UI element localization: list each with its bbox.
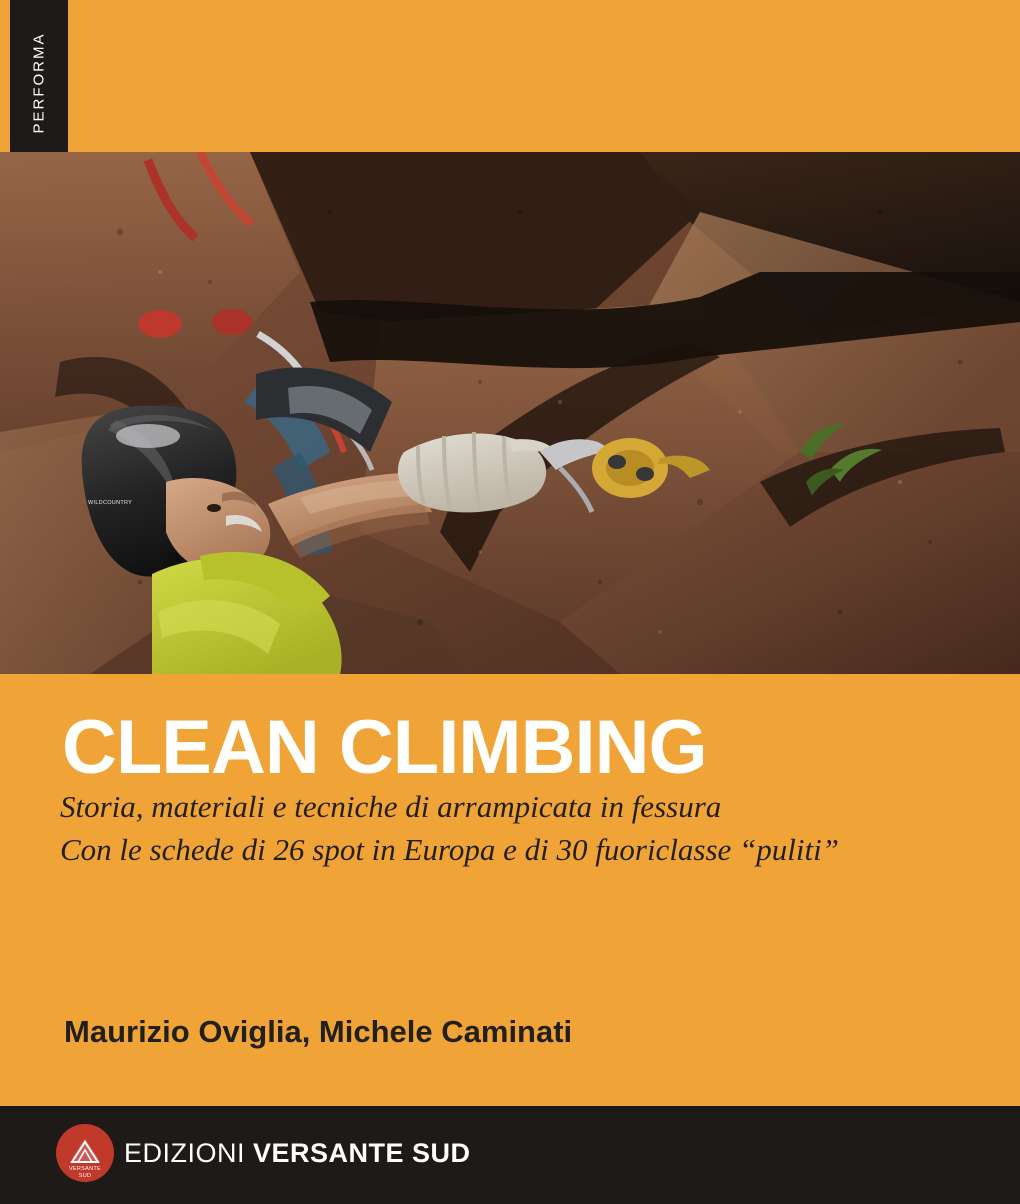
helmet-brand-text: WILDCOUNTRY	[88, 500, 133, 506]
publisher-prefix: EDIZIONI	[124, 1138, 254, 1168]
authors: Maurizio Oviglia, Michele Caminati	[64, 1014, 573, 1049]
series-tab-label: PERFORMA	[30, 32, 48, 134]
page-title: CLEAN CLIMBING	[62, 705, 707, 790]
publisher-label	[124, 1138, 471, 1169]
series-tab	[10, 0, 68, 152]
logo-text-top: VERSANTE	[68, 1166, 102, 1172]
title-block	[0, 674, 1020, 1106]
logo-text-bottom: SUD	[78, 1173, 92, 1179]
versante-sud-logo-icon	[54, 1122, 116, 1184]
photo-illustration	[0, 152, 1020, 674]
publisher-name: VERSANTE SUD	[253, 1138, 471, 1168]
publisher-band	[0, 1106, 1020, 1204]
subtitle-line-1: Storia, materiali e tecniche di arrampicata in fessura	[60, 789, 722, 824]
subtitle-line-2: Con le schede di 26 spot in Europa e di 30 fuoriclasse “puliti”	[60, 832, 839, 867]
top-orange-band	[0, 0, 1020, 152]
cover-photograph	[0, 152, 1020, 674]
